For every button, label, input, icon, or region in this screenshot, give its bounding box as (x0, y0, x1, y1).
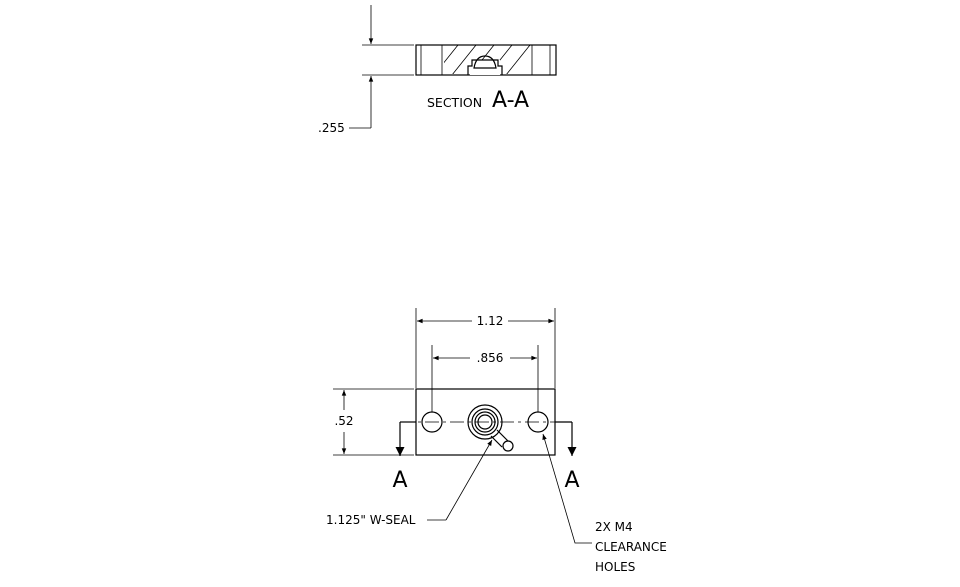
section-marker-left: A (392, 468, 408, 493)
holes-callout-line-1: 2X M4 (595, 520, 633, 534)
width-dimension: 1.12 (476, 314, 504, 328)
section-marker-right: A (564, 468, 580, 493)
seal-leader (446, 440, 492, 520)
thickness-dimension: .255 (318, 121, 345, 135)
spacing-dimension: .856 (476, 351, 504, 365)
height-dimension: .52 (334, 414, 354, 428)
section-view (318, 5, 556, 135)
seal-callout: 1.125" W-SEAL (326, 513, 416, 527)
holes-callout-line-2: CLEARANCE (595, 540, 667, 554)
section-title-letters: A-A (492, 88, 530, 113)
top-view (326, 308, 667, 574)
w-seal (468, 405, 513, 451)
section-title-prefix: SECTION (427, 95, 483, 110)
holes-callout-line-3: HOLES (595, 560, 636, 574)
